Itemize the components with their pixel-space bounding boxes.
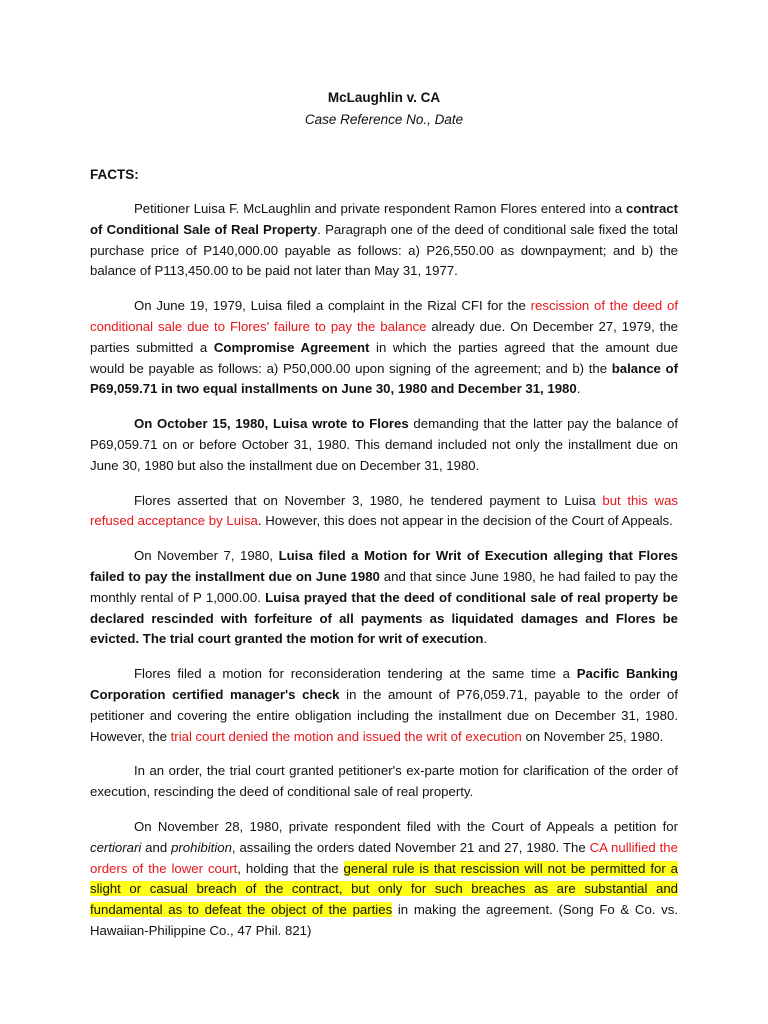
case-reference: Case Reference No., Date: [304, 112, 464, 127]
paragraph-text: . Paragraph one of the deed of conditional sale fixed the total purchase price of P140,000.00 payable as follows: a) P26,550.00 as downpayment; and b) the balance of P113,450.00 to be paid not later than May 31, 1977.: [90, 221, 678, 279]
emphasis-red-text: but this was refused acceptance by Luisa: [90, 492, 679, 529]
facts-paragraph: [90, 199, 678, 282]
paragraph-text: and: [141, 839, 172, 855]
emphasis-red-text: CA nullified the orders of the lower court: [90, 839, 678, 876]
facts-body: [90, 199, 678, 942]
section-heading-facts: FACTS:: [90, 167, 139, 182]
bold-text: Luisa prayed that the deed of conditional sale of real property be declared rescinded with forfeiture of all payments as liquidated damages and Flores be evicted. The trial court granted the motion for writ of execution: [90, 589, 678, 647]
bold-text: contract of Conditional Sale of Real Property: [90, 201, 678, 237]
bold-text: balance of P69,059.71 in two equal installments on June 30, 1980 and December 31, 1980: [90, 360, 678, 397]
bold-text: Luisa filed a Motion for Writ of Execution alleging that Flores failed to pay the installment due on June 1980: [90, 548, 678, 584]
paragraph-text: Flores asserted that on November 3, 1980, he tendered payment to Luisa: [134, 492, 603, 508]
bold-text: Pacific Banking Corporation certified manager's check: [90, 666, 678, 702]
paragraph-text: .: [483, 631, 488, 647]
paragraph-text: Petitioner Luisa F. McLaughlin and private respondent Ramon Flores entered into a: [134, 201, 626, 216]
paragraph-text: demanding that the latter pay the balance of P69,059.71 on or before October 31, 1980. This demand included not only the installment due on June 30, 1980 but also the installment due on December 31, 1980.: [90, 416, 678, 473]
paragraph-text: , assailing the orders dated November 21 and 27, 1980. The: [231, 839, 590, 855]
bold-text: On October 15, 1980, Luisa wrote to Flores: [134, 416, 409, 432]
paragraph-text: already due. On December 27, 1979, the parties submitted a: [90, 318, 678, 355]
paragraph-text: , holding that the: [237, 860, 344, 876]
paragraph-text: Flores filed a motion for reconsideration tendering at the same time a: [134, 666, 577, 682]
facts-paragraph: [90, 817, 678, 942]
paragraph-text: in which the parties agreed that the amount due would be payable as follows: a) P50,000.00 upon signing of the agreement; and b) the: [90, 339, 678, 376]
italic-text: certiorari: [90, 839, 142, 855]
bold-text: Compromise Agreement: [213, 339, 370, 355]
paragraph-text: In an order, the trial court granted petitioner's ex-parte motion for clarification of the order of execution, rescinding the deed of conditional sale of real property.: [90, 763, 678, 800]
paragraph-text: in making the agreement. (Song Fo & Co. vs. Hawaiian-Philippine Co., 47 Phil. 821): [90, 902, 678, 938]
case-title: McLaughlin v. CA: [327, 90, 441, 105]
emphasis-red-text: rescission of the deed of conditional sale due to Flores' failure to pay the balance: [90, 298, 679, 334]
facts-paragraph: [90, 546, 678, 650]
facts-paragraph: [90, 491, 678, 533]
facts-paragraph: [90, 414, 678, 476]
paragraph-text: On November 28, 1980, private respondent filed with the Court of Appeals a petition for: [134, 818, 678, 834]
paragraph-text: and that since June 1980, he had failed to pay the monthly rental of P 1,000.00.: [90, 568, 678, 605]
paragraph-text: on November 25, 1980.: [521, 728, 664, 744]
paragraph-text: .: [576, 381, 581, 397]
highlighted-text: general rule is that rescission will not be permitted for a slight or casual breach of the contract, but only for such breaches as are substantial and fundamental as to defeat the object of the parties: [90, 860, 679, 918]
paragraph-text: On November 7, 1980,: [134, 548, 279, 564]
emphasis-red-text: trial court denied the motion and issued the writ of execution: [170, 728, 522, 744]
facts-paragraph: [90, 664, 678, 747]
facts-paragraph: [90, 296, 678, 400]
paragraph-text: in the amount of P76,059.71, payable to the order of petitioner and covering the entire obligation including the installment due on December 31, 1980. However, the: [90, 686, 678, 744]
paragraph-text: On June 19, 1979, Luisa filed a complaint in the Rizal CFI for the: [134, 298, 531, 314]
italic-text: prohibition: [171, 839, 232, 855]
facts-paragraph: [90, 761, 678, 803]
paragraph-text: . However, this does not appear in the decision of the Court of Appeals.: [257, 513, 673, 529]
